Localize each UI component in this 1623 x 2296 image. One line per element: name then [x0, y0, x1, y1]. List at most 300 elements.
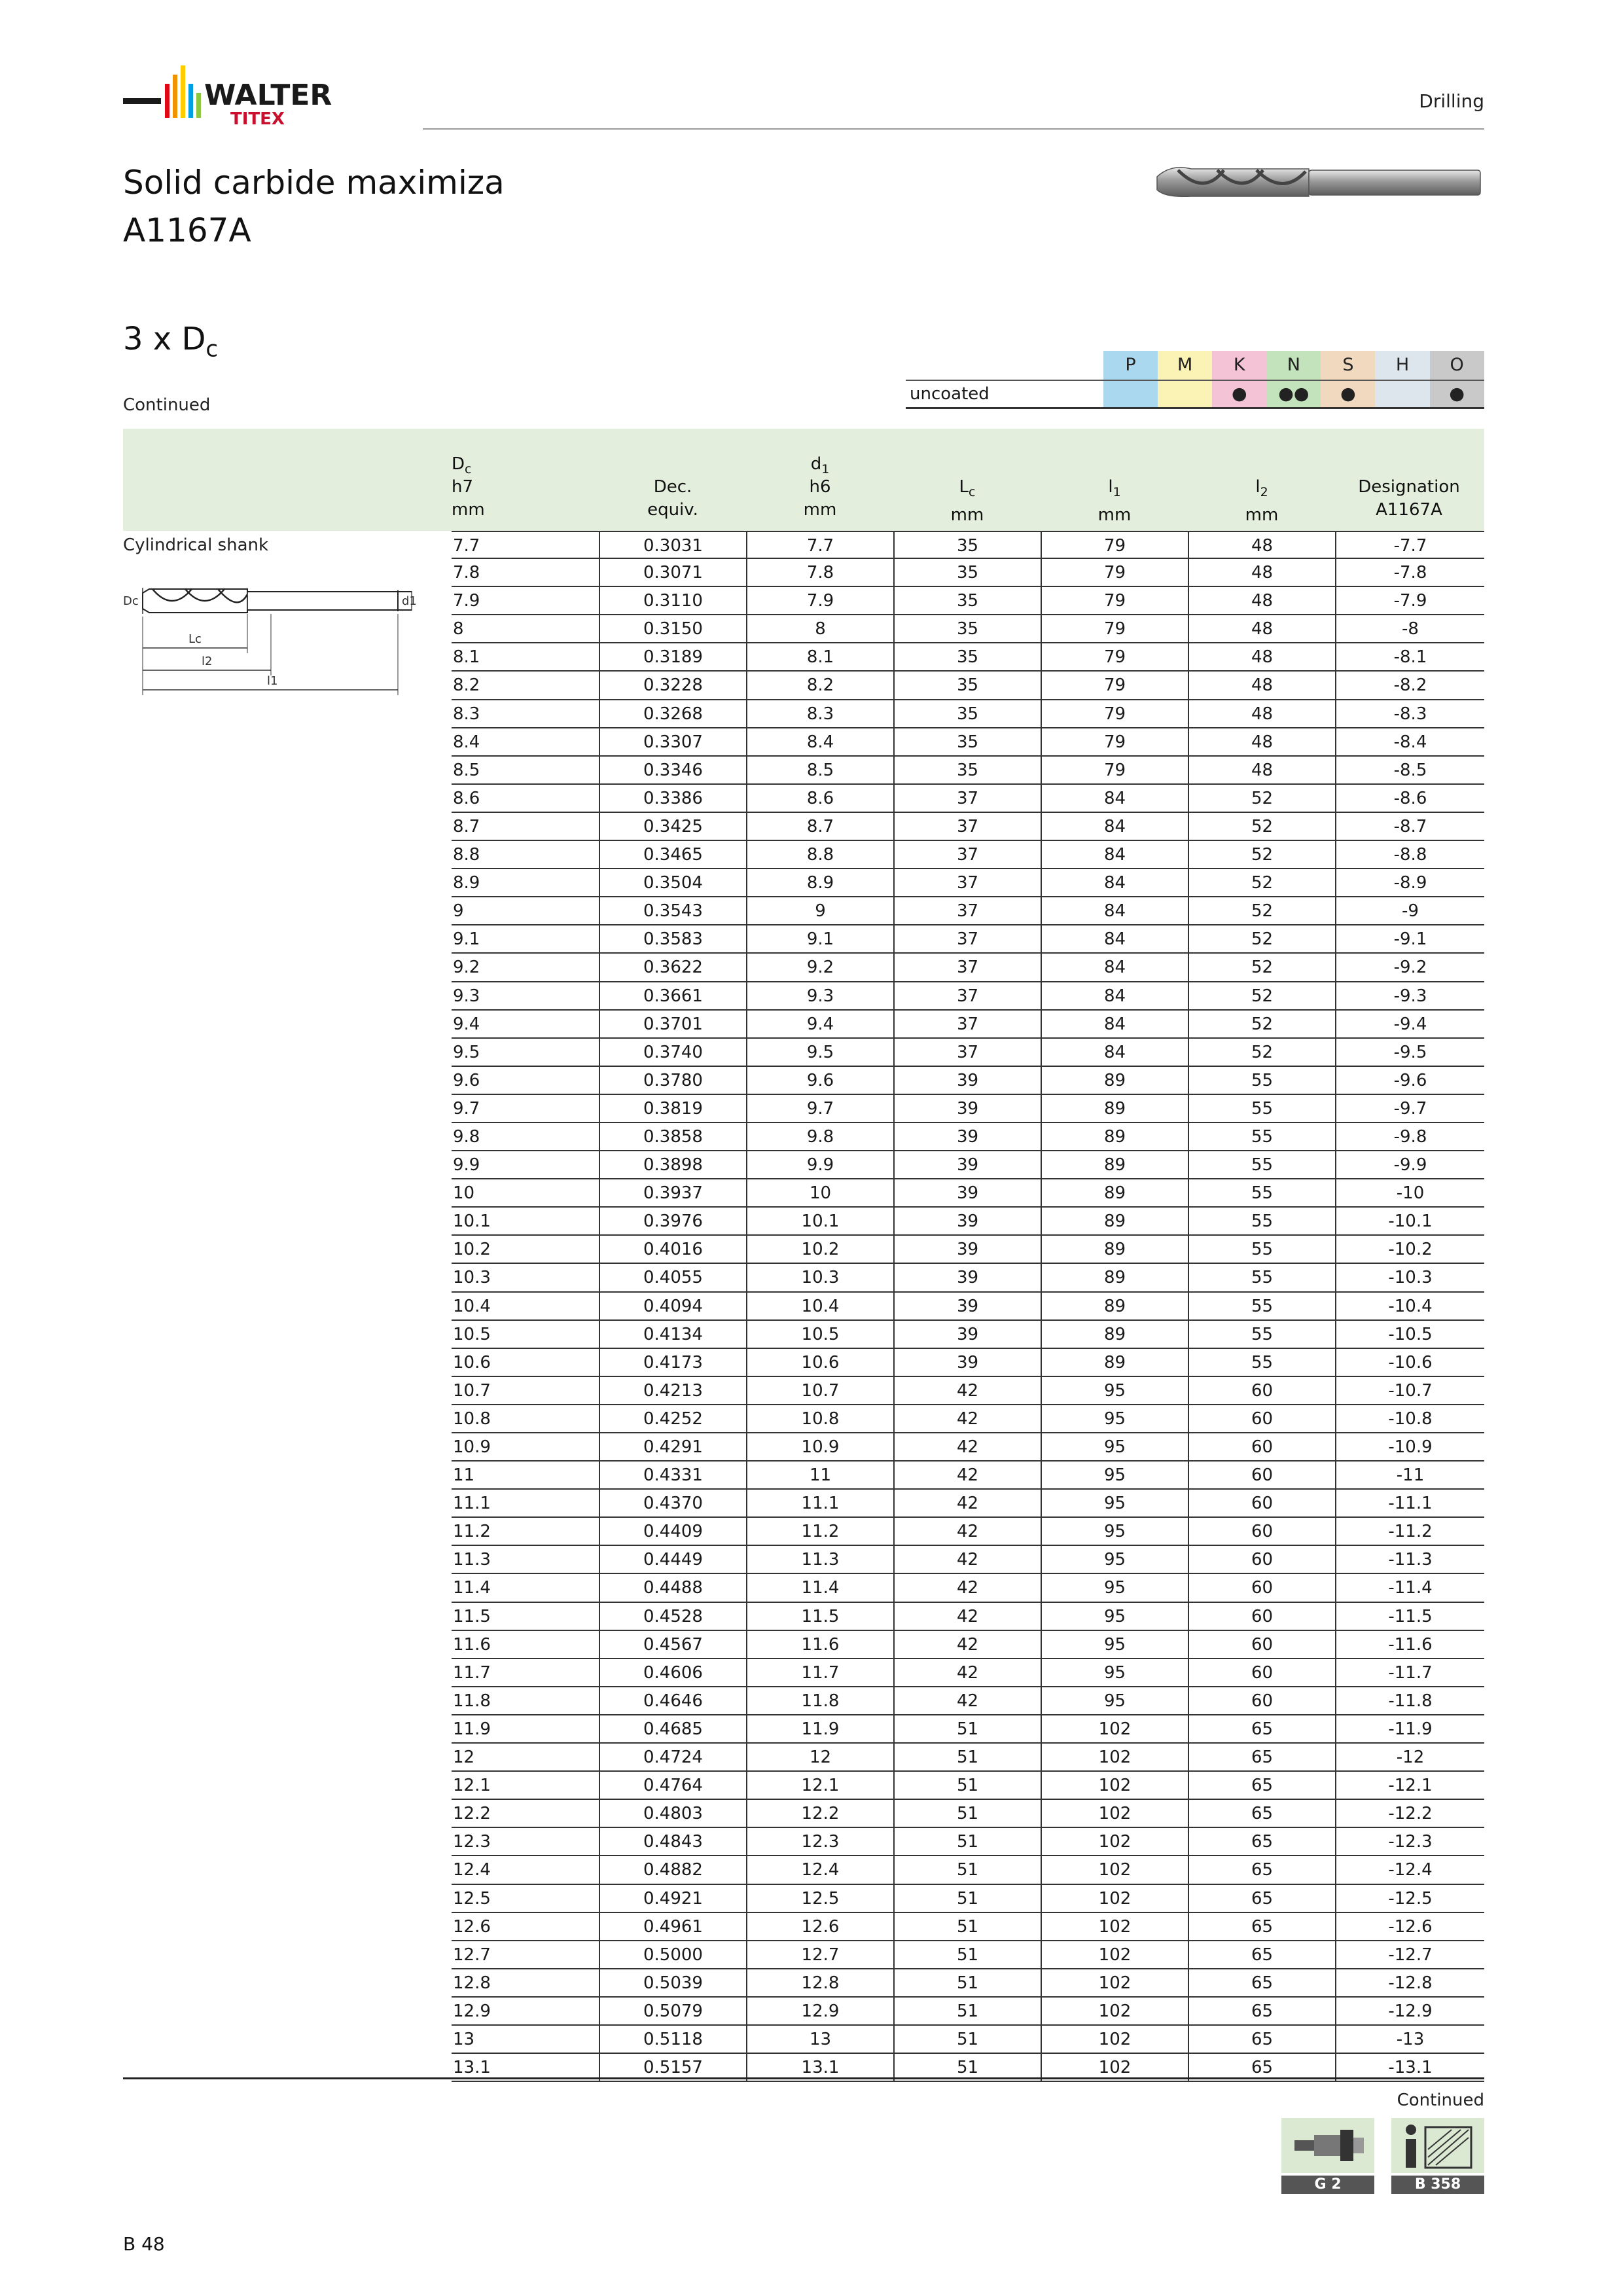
table-cell: -12.7: [1335, 1941, 1484, 1968]
table-cell: 10.9: [453, 1437, 491, 1457]
table-cell: 52: [1188, 1011, 1335, 1037]
diagram-l1-label: l1: [267, 674, 278, 688]
table-cell: 11.2: [746, 1518, 893, 1545]
table-row: [452, 1687, 1484, 1715]
table-cell: 8.8: [746, 841, 893, 868]
continued-label-top: Continued: [123, 395, 211, 415]
table-cell: 8.6: [746, 785, 893, 812]
table-cell: -9.9: [1335, 1151, 1484, 1178]
table-cell: 0.3228: [599, 672, 746, 698]
table-cell: 60: [1188, 1574, 1335, 1601]
table-cell: -10.7: [1335, 1377, 1484, 1404]
table-cell: 48: [1188, 643, 1335, 670]
table-cell: 84: [1041, 813, 1188, 840]
table-cell: 89: [1041, 1151, 1188, 1178]
table-cell: 8.6: [453, 788, 480, 808]
table-cell: 8.5: [453, 760, 480, 780]
table-cell: 35: [893, 587, 1041, 614]
table-cell: -8.1: [1335, 643, 1484, 670]
table-cell: 52: [1188, 897, 1335, 924]
table-cell: 11.6: [746, 1631, 893, 1658]
table-row: [452, 615, 1484, 643]
table-row: [452, 1885, 1484, 1913]
table-cell: 51: [893, 1941, 1041, 1968]
table-cell: -9: [1335, 897, 1484, 924]
table-cell: 9.9: [453, 1155, 480, 1175]
table-cell: 0.3346: [599, 757, 746, 783]
reference-b358[interactable]: [1391, 2118, 1484, 2191]
table-row: [452, 531, 1484, 559]
table-cell: 55: [1188, 1264, 1335, 1291]
table-cell: 55: [1188, 1236, 1335, 1263]
table-cell: 65: [1188, 2026, 1335, 2053]
material-rating-m: [1158, 381, 1212, 407]
table-row: [452, 1462, 1484, 1490]
table-cell: -12.4: [1335, 1856, 1484, 1883]
table-cell: -11.4: [1335, 1574, 1484, 1601]
table-cell: 11.1: [746, 1490, 893, 1516]
table-cell: 12.5: [453, 1888, 491, 1909]
table-cell: -8: [1335, 615, 1484, 642]
material-group-p: P: [1103, 351, 1158, 380]
table-cell: -12.8: [1335, 1969, 1484, 1996]
table-cell: 95: [1041, 1603, 1188, 1630]
table-cell: 0.5079: [599, 1998, 746, 2024]
table-cell: 79: [1041, 615, 1188, 642]
table-cell: 89: [1041, 1293, 1188, 1319]
table-cell: 7.9: [746, 587, 893, 614]
table-cell: 84: [1041, 1039, 1188, 1066]
table-cell: 0.3465: [599, 841, 746, 868]
table-cell: 10.7: [746, 1377, 893, 1404]
table-cell: -10.9: [1335, 1433, 1484, 1460]
table-cell: 8.7: [746, 813, 893, 840]
tool-holder-icon: [1281, 2118, 1374, 2173]
table-cell: 10.8: [453, 1408, 491, 1429]
table-cell: -9.6: [1335, 1067, 1484, 1094]
table-cell: -9.5: [1335, 1039, 1484, 1066]
table-cell: 52: [1188, 813, 1335, 840]
table-cell: 37: [893, 785, 1041, 812]
table-cell: 39: [893, 1095, 1041, 1122]
table-cell: 48: [1188, 559, 1335, 586]
reference-b358-label: B 358: [1391, 2176, 1484, 2194]
table-cell: 42: [893, 1462, 1041, 1488]
table-cell: 9.3: [453, 986, 480, 1006]
table-cell: 60: [1188, 1687, 1335, 1714]
table-cell: 9.3: [746, 982, 893, 1009]
table-row: [452, 1828, 1484, 1856]
table-cell: 11.9: [746, 1715, 893, 1742]
product-table: [452, 531, 1484, 2082]
table-cell: 8: [746, 615, 893, 642]
table-cell: 9.7: [746, 1095, 893, 1122]
table-cell: 42: [893, 1377, 1041, 1404]
material-rating-h: [1375, 381, 1429, 407]
column-header-3: $L_c$ mm: [950, 477, 984, 526]
table-cell: 0.3071: [599, 559, 746, 586]
table-cell: 65: [1188, 1913, 1335, 1940]
table-cell: 0.4488: [599, 1574, 746, 1601]
table-cell: 84: [1041, 982, 1188, 1009]
table-row: [452, 1039, 1484, 1067]
table-cell: 0.3780: [599, 1067, 746, 1094]
table-cell: -7.7: [1335, 532, 1484, 558]
column-header-6: Designation A1167A: [1358, 477, 1460, 520]
table-row: [452, 1151, 1484, 1179]
table-cell: 39: [893, 1208, 1041, 1234]
table-cell: -9.3: [1335, 982, 1484, 1009]
table-cell: 12.2: [453, 1804, 491, 1824]
table-row: [452, 757, 1484, 785]
table-cell: 11.7: [453, 1662, 491, 1683]
table-row: [452, 1095, 1484, 1123]
table-cell: 95: [1041, 1462, 1188, 1488]
table-cell: -8.2: [1335, 672, 1484, 698]
table-cell: 10.1: [453, 1211, 491, 1232]
material-rating-o: ●: [1430, 381, 1484, 407]
table-cell: 102: [1041, 1969, 1188, 1996]
table-cell: 60: [1188, 1603, 1335, 1630]
table-cell: 12.4: [453, 1860, 491, 1880]
table-cell: 0.3543: [599, 897, 746, 924]
table-cell: 95: [1041, 1377, 1188, 1404]
table-row: [452, 1433, 1484, 1462]
diagram-d1-label: d1: [402, 594, 417, 608]
table-cell: 13.1: [746, 2054, 893, 2081]
table-cell: -12.6: [1335, 1913, 1484, 1940]
table-cell: 55: [1188, 1293, 1335, 1319]
table-row: [452, 643, 1484, 672]
table-cell: 79: [1041, 532, 1188, 558]
table-cell: 9.4: [746, 1011, 893, 1037]
table-cell: 12.2: [746, 1800, 893, 1827]
diagram-dc-label: Dc: [123, 594, 139, 608]
table-cell: 0.5118: [599, 2026, 746, 2053]
table-cell: 55: [1188, 1349, 1335, 1376]
table-cell: -13.1: [1335, 2054, 1484, 2081]
column-header-5: $l_2$ mm: [1245, 477, 1279, 526]
table-cell: 0.4803: [599, 1800, 746, 1827]
table-cell: 60: [1188, 1631, 1335, 1658]
table-cell: 42: [893, 1659, 1041, 1686]
table-cell: 11.1: [453, 1494, 491, 1514]
material-group-s: S: [1321, 351, 1375, 380]
table-row: [452, 1969, 1484, 1998]
table-cell: 60: [1188, 1462, 1335, 1488]
table-cell: 35: [893, 532, 1041, 558]
section-name: Drilling: [1419, 90, 1484, 112]
table-cell: -10.8: [1335, 1405, 1484, 1432]
table-cell: 65: [1188, 1998, 1335, 2024]
table-row: [452, 1011, 1484, 1039]
table-row: [452, 1800, 1484, 1828]
table-cell: 51: [893, 1969, 1041, 1996]
table-cell: 11.4: [746, 1574, 893, 1601]
table-cell: 95: [1041, 1631, 1188, 1658]
table-cell: 48: [1188, 532, 1335, 558]
table-cell: 65: [1188, 2054, 1335, 2081]
table-cell: -11.3: [1335, 1546, 1484, 1573]
table-cell: 0.3110: [599, 587, 746, 614]
table-cell: 39: [893, 1067, 1041, 1094]
table-cell: 0.5039: [599, 1969, 746, 1996]
table-cell: 12.1: [746, 1772, 893, 1799]
table-cell: 102: [1041, 1885, 1188, 1912]
table-cell: 52: [1188, 869, 1335, 896]
table-cell: 0.3937: [599, 1179, 746, 1206]
table-cell: 35: [893, 757, 1041, 783]
table-row: [452, 2026, 1484, 2054]
table-cell: -7.8: [1335, 559, 1484, 586]
table-row: [452, 954, 1484, 982]
table-cell: 11.9: [453, 1719, 491, 1739]
table-cell: 11.7: [746, 1659, 893, 1686]
info-chart-icon: [1391, 2118, 1484, 2173]
table-cell: 60: [1188, 1546, 1335, 1573]
table-cell: 35: [893, 559, 1041, 586]
table-cell: 8.7: [453, 816, 480, 836]
table-cell: 102: [1041, 2054, 1188, 2081]
table-cell: 9: [453, 901, 464, 922]
table-cell: 10.9: [746, 1433, 893, 1460]
material-rating-n: ●●: [1266, 381, 1321, 407]
table-cell: 79: [1041, 757, 1188, 783]
table-cell: 37: [893, 897, 1041, 924]
table-cell: 55: [1188, 1151, 1335, 1178]
table-cell: 8.2: [746, 672, 893, 698]
table-cell: 79: [1041, 559, 1188, 586]
table-cell: 10.8: [746, 1405, 893, 1432]
table-cell: 39: [893, 1321, 1041, 1348]
diagram-lc-label: Lc: [188, 632, 202, 646]
table-row: [452, 1631, 1484, 1659]
table-cell: 37: [893, 1011, 1041, 1037]
table-cell: 12.9: [746, 1998, 893, 2024]
table-cell: 48: [1188, 757, 1335, 783]
table-cell: 12.8: [453, 1973, 491, 1993]
table-cell: 12.9: [453, 2001, 491, 2021]
table-cell: -11.5: [1335, 1603, 1484, 1630]
table-cell: 10.2: [453, 1240, 491, 1260]
table-cell: 12.7: [453, 1945, 491, 1965]
table-cell: 65: [1188, 1772, 1335, 1799]
table-cell: 102: [1041, 2026, 1188, 2053]
table-cell: 11: [746, 1462, 893, 1488]
column-header-2: $d_1$ h6 mm: [803, 454, 837, 520]
table-row: [452, 1264, 1484, 1292]
header-rule: [423, 128, 1484, 130]
table-cell: 48: [1188, 700, 1335, 727]
table-row: [452, 785, 1484, 813]
table-row: [452, 1377, 1484, 1405]
table-cell: 48: [1188, 672, 1335, 698]
table-cell: 0.3504: [599, 869, 746, 896]
table-cell: 10: [453, 1183, 475, 1204]
table-cell: 10.2: [746, 1236, 893, 1263]
column-header-1: Dec. equiv.: [647, 477, 698, 520]
table-cell: -11.7: [1335, 1659, 1484, 1686]
table-cell: 7.7: [746, 532, 893, 558]
table-cell: 95: [1041, 1433, 1188, 1460]
table-row: [452, 841, 1484, 869]
table-cell: -8.5: [1335, 757, 1484, 783]
table-row: [452, 1236, 1484, 1264]
table-cell: 89: [1041, 1349, 1188, 1376]
table-cell: 11.3: [453, 1550, 491, 1570]
table-cell: 79: [1041, 587, 1188, 614]
table-row: [452, 1941, 1484, 1969]
page-number: B 48: [123, 2233, 165, 2255]
table-cell: 51: [893, 1856, 1041, 1883]
table-cell: 51: [893, 1715, 1041, 1742]
table-cell: 0.4252: [599, 1405, 746, 1432]
table-cell: 84: [1041, 869, 1188, 896]
table-cell: 102: [1041, 1941, 1188, 1968]
table-cell: 0.3268: [599, 700, 746, 727]
table-cell: 0.4843: [599, 1828, 746, 1855]
material-group-h: H: [1375, 351, 1429, 380]
table-cell: 84: [1041, 785, 1188, 812]
table-cell: 10.6: [746, 1349, 893, 1376]
table-cell: 0.4764: [599, 1772, 746, 1799]
table-cell: 79: [1041, 672, 1188, 698]
table-cell: 8.4: [746, 728, 893, 755]
table-cell: 39: [893, 1123, 1041, 1150]
table-cell: 12: [746, 1744, 893, 1770]
table-row: [452, 1123, 1484, 1151]
table-cell: -11: [1335, 1462, 1484, 1488]
table-cell: 102: [1041, 1828, 1188, 1855]
table-cell: 60: [1188, 1659, 1335, 1686]
diagram-l2-label: l2: [202, 655, 213, 668]
column-header-0: $D_c$ h7 mm: [452, 454, 485, 520]
table-cell: 102: [1041, 1998, 1188, 2024]
table-cell: 12.1: [453, 1776, 491, 1796]
table-cell: 0.5000: [599, 1941, 746, 1968]
table-cell: -10: [1335, 1179, 1484, 1206]
table-cell: 0.3307: [599, 728, 746, 755]
brand-bottom-text: TITEX: [230, 109, 285, 129]
table-cell: 10.5: [746, 1321, 893, 1348]
table-cell: 102: [1041, 1715, 1188, 1742]
table-cell: 0.4213: [599, 1377, 746, 1404]
table-cell: 79: [1041, 643, 1188, 670]
table-cell: 11.8: [746, 1687, 893, 1714]
table-row: [452, 587, 1484, 615]
table-cell: 51: [893, 1800, 1041, 1827]
table-cell: 60: [1188, 1518, 1335, 1545]
table-cell: 11.6: [453, 1634, 491, 1655]
table-cell: 55: [1188, 1095, 1335, 1122]
table-cell: 0.3701: [599, 1011, 746, 1037]
length-ratio-heading: 3 x $D_c$: [123, 321, 219, 363]
table-cell: 13: [746, 2026, 893, 2053]
table-cell: 0.3583: [599, 925, 746, 952]
table-cell: 0.4685: [599, 1715, 746, 1742]
table-cell: -12.5: [1335, 1885, 1484, 1912]
table-cell: 10.5: [453, 1324, 491, 1344]
table-cell: -10.4: [1335, 1293, 1484, 1319]
table-cell: -11.9: [1335, 1715, 1484, 1742]
table-cell: -12.3: [1335, 1828, 1484, 1855]
table-cell: -10.1: [1335, 1208, 1484, 1234]
table-cell: 35: [893, 672, 1041, 698]
table-row: [452, 869, 1484, 897]
table-cell: 52: [1188, 954, 1335, 980]
table-cell: 52: [1188, 925, 1335, 952]
table-cell: 42: [893, 1574, 1041, 1601]
table-cell: -9.1: [1335, 925, 1484, 952]
table-cell: -7.9: [1335, 587, 1484, 614]
table-cell: 0.4724: [599, 1744, 746, 1770]
table-cell: -11.2: [1335, 1518, 1484, 1545]
table-cell: -8.6: [1335, 785, 1484, 812]
table-cell: 8.9: [746, 869, 893, 896]
table-cell: 11: [453, 1465, 475, 1486]
table-cell: 52: [1188, 1039, 1335, 1066]
table-cell: -10.2: [1335, 1236, 1484, 1263]
table-cell: 89: [1041, 1264, 1188, 1291]
reference-g2[interactable]: [1281, 2118, 1374, 2191]
table-cell: 9.5: [746, 1039, 893, 1066]
material-group-n: N: [1266, 351, 1321, 380]
table-cell: 102: [1041, 1772, 1188, 1799]
table-cell: 51: [893, 1998, 1041, 2024]
table-cell: 9: [746, 897, 893, 924]
table-cell: 12.3: [746, 1828, 893, 1855]
table-row: [452, 925, 1484, 954]
table-row: [452, 1715, 1484, 1744]
table-cell: 35: [893, 643, 1041, 670]
table-bottom-rule: [123, 2077, 1484, 2079]
table-cell: 95: [1041, 1687, 1188, 1714]
table-cell: -8.8: [1335, 841, 1484, 868]
table-cell: 95: [1041, 1574, 1188, 1601]
table-cell: 9.7: [453, 1098, 480, 1119]
table-cell: 55: [1188, 1123, 1335, 1150]
table-cell: 0.4606: [599, 1659, 746, 1686]
table-row: [452, 1913, 1484, 1941]
table-cell: -8.4: [1335, 728, 1484, 755]
table-cell: -9.7: [1335, 1095, 1484, 1122]
table-cell: -8.3: [1335, 700, 1484, 727]
table-cell: 37: [893, 1039, 1041, 1066]
table-cell: 0.3622: [599, 954, 746, 980]
table-cell: 42: [893, 1490, 1041, 1516]
table-cell: 10.1: [746, 1208, 893, 1234]
table-cell: 7.8: [453, 563, 480, 583]
table-cell: 65: [1188, 1969, 1335, 1996]
table-row: [452, 1518, 1484, 1546]
table-row: [452, 1659, 1484, 1687]
table-cell: 12.8: [746, 1969, 893, 1996]
table-cell: 12.7: [746, 1941, 893, 1968]
table-cell: 48: [1188, 587, 1335, 614]
drill-dimension-diagram: [123, 571, 417, 702]
table-cell: 13.1: [453, 2058, 491, 2078]
material-suitability-grid: [906, 351, 1484, 409]
drill-product-image: [1152, 157, 1486, 209]
table-cell: -10.3: [1335, 1264, 1484, 1291]
table-cell: 37: [893, 925, 1041, 952]
table-row: [452, 1772, 1484, 1800]
table-cell: 8.1: [453, 647, 480, 668]
table-cell: 95: [1041, 1518, 1188, 1545]
table-cell: 39: [893, 1264, 1041, 1291]
shank-type-label: Cylindrical shank: [123, 535, 269, 555]
coating-label: uncoated: [910, 384, 990, 404]
